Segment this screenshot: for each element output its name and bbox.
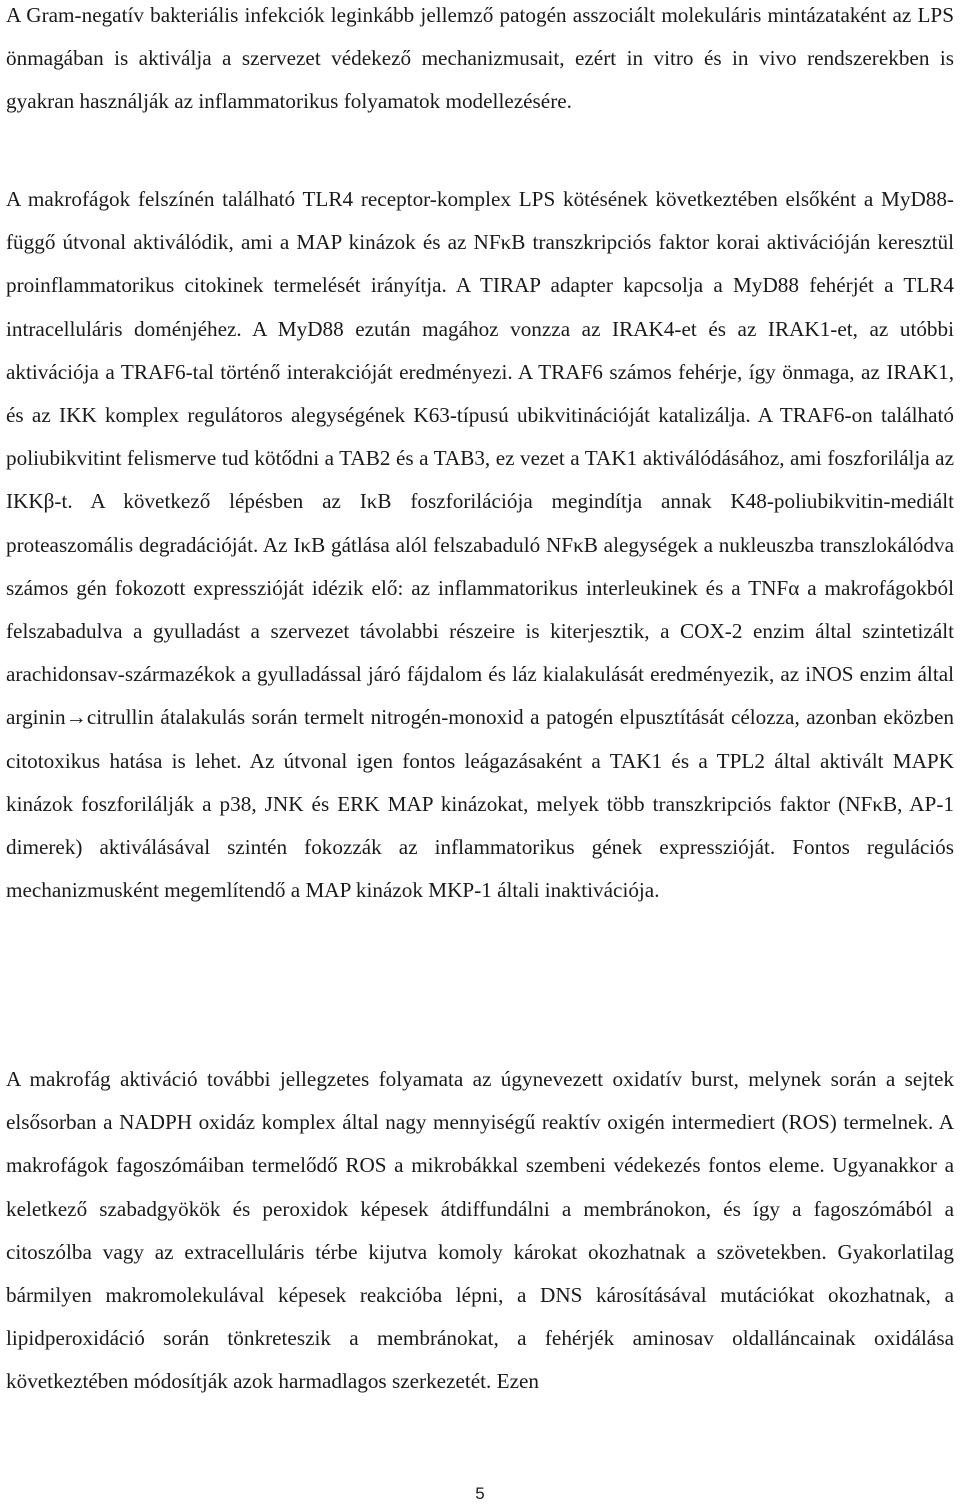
paragraph-oxidative-burst: A makrofág aktiváció további jellegzetes folyamata az úgynevezett oxidatív burst, melynek során a sejtek elsősorban a NADPH oxidáz komplex által nagy mennyiségű reaktív oxigén intermediert (ROS) termelnek. A makrofágok fagoszómáiban termelődő ROS a mikrobákkal szembeni védekezés fontos eleme. Ugyanakkor a keletkező szabadgyökök és peroxidok képesek átdiffundálni a membránokon, és így a fagoszómából a citoszólba vagy az extracelluláris térbe kijutva komoly károkat okozhatnak a szövetekben. Gyakorlatilag bármilyen makromolekulával képesek reakcióba lépni, a DNS károsításával mutációkat okozhatnak, a lipidperoxidáció során tönkreteszik a membránokat, a fehérjék aminosav oldalláncainak oxidálása következtében módosítják azok harmadlagos szerkezetét. Ezen	[6, 1067, 954, 1394]
paragraph-lps-intro: A Gram-negatív bakteriális infekciók leginkább jellemző patogén asszociált molekuláris mintázataként az LPS önmagában is aktiválja a szervezet védekező mechanizmusait, ezért in vitro és in vivo rendszerekben is gyakran használják az inflammatorikus folyamatok modellezésére.	[6, 3, 954, 114]
page-number: 5	[475, 1484, 485, 1503]
paragraph-tlr4-signaling: A makrofágok felszínén található TLR4 receptor-komplex LPS kötésének következtében elsőként a MyD88-függő útvonal aktiválódik, ami a MAP kinázok és az NFκB transzkripciós faktor korai aktivációján keresztül proinflammatorikus citokinek termelését irányítja. A TIRAP adapter kapcsolja a MyD88 fehérjét a TLR4 intracelluláris doménjéhez. A MyD88 ezután magához vonzza az IRAK4-et és az IRAK1-et, az utóbbi aktivációja a TRAF6-tal történő interakcióját eredményezi. A TRAF6 számos fehérje, így önmaga, az IRAK1, és az IKK komplex regulátoros alegységének K63-típusú ubikvitinációját katalizálja. A TRAF6-on található poliubikvitint felismerve tud kötődni a TAB2 és a TAB3, ez vezet a TAK1 aktiválódásához, ami foszforilálja az IKKβ-t. A következő lépésben az IκB foszforilációja megindítja annak K48-poliubikvitin-mediált proteaszomális degradációját. Az IκB gátlása alól felszabaduló NFκB alegységek a nukleuszba transzlokálódva számos gén fokozott expresszióját idézik elő: az inflammatorikus interleukinek és a TNFα a makrofágokból felszabadulva a gyulladást a szervezet távolabbi részeire is kiterjesztik, a COX-2 enzim által szintetizált arachidonsav-származékok a gyulladással járó fájdalom és láz kialakulását eredményezik, az iNOS enzim által arginin→citrullin átalakulás során termelt nitrogén-monoxid a patogén elpusztítását célozza, azonban eközben citotoxikus hatása is lehet. Az útvonal igen fontos leágazásaként a TAK1 és a TPL2 által aktivált MAPK kinázok foszforilálják a p38, JNK és ERK MAP kinázokat, melyek több transzkripciós faktor (NFκB, AP-1 dimerek) aktiválásával szintén fokozzák az inflammatorikus gének expresszióját. Fontos regulációs mechanizmusként megemlítendő a MAP kinázok MKP-1 általi inaktivációja.	[6, 187, 954, 903]
